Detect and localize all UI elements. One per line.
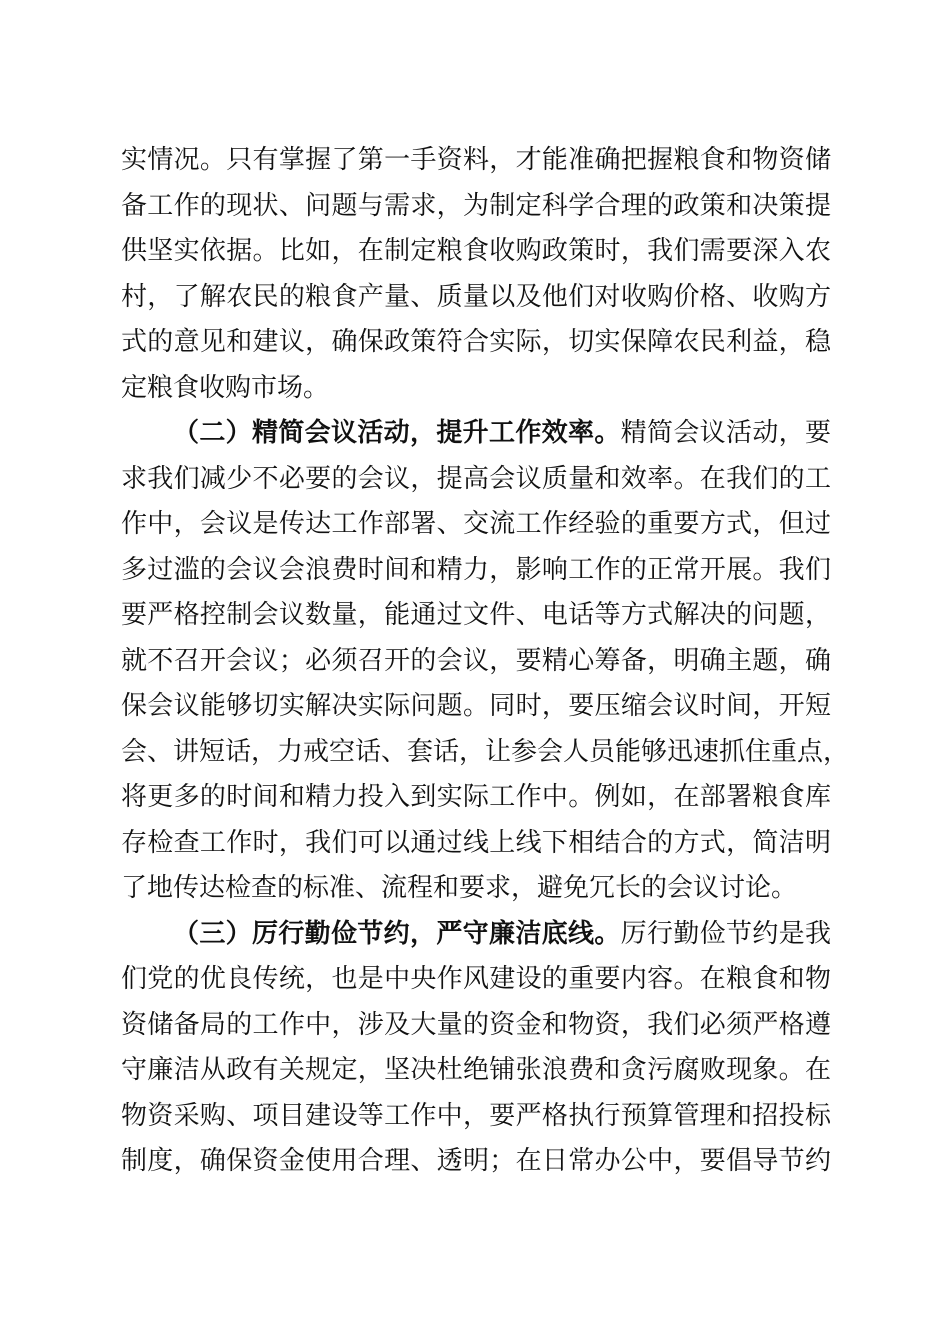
text-line: 资储备局的工作中，涉及大量的资金和物资，我们必须严格遵 — [121, 1009, 831, 1040]
text-line: 了地传达检查的标准、流程和要求，避免冗长的会议讨论。 — [121, 873, 798, 903]
section-heading: （二）精简会议活动，提升工作效率。 — [173, 418, 621, 448]
text-line: 实情况。只有掌握了第一手资料，才能准确把握粮食和物资储 — [121, 145, 831, 175]
text-line: 作中，会议是传达工作部署、交流工作经验的重要方式，但过 — [121, 509, 831, 539]
paragraph-1 — [121, 138, 831, 411]
text-line: 制度，确保资金使用合理、透明；在日常办公中，要倡导节约 — [121, 1146, 831, 1176]
text-line: 定粮食收购市场。 — [121, 372, 330, 403]
text-line: 将更多的时间和精力投入到实际工作中。例如，在部署粮食库 — [121, 782, 831, 812]
text-span: 厉行勤俭节约是我 — [620, 918, 831, 949]
text-line: 会、讲短话，力戒空话、套话，让参会人员能够迅速抓住重点， — [121, 736, 850, 767]
text-line: 们党的优良传统，也是中央作风建设的重要内容。在粮食和物 — [121, 964, 831, 994]
text-line: 村，了解农民的粮食产量、质量以及他们对收购价格、收购方 — [121, 281, 831, 312]
text-span: 精简会议活动，要 — [620, 418, 831, 448]
text-line: 存检查工作时，我们可以通过线上线下相结合的方式，简洁明 — [121, 827, 831, 858]
document-body — [121, 138, 850, 1185]
paragraph-3 — [121, 912, 831, 1185]
text-line — [121, 411, 831, 457]
text-line: 保会议能够切实解决实际问题。同时，要压缩会议时间，开短 — [121, 691, 831, 721]
text-line: 求我们减少不必要的会议，提高会议质量和效率。在我们的工 — [121, 463, 831, 494]
text-line: 供坚实依据。比如，在制定粮食收购政策时，我们需要深入农 — [121, 236, 831, 266]
text-line: 物资采购、项目建设等工作中，要严格执行预算管理和招投标 — [121, 1100, 831, 1131]
text-line: 式的意见和建议，确保政策符合实际，切实保障农民利益，稳 — [121, 327, 831, 357]
text-line: 守廉洁从政有关规定，坚决杜绝铺张浪费和贪污腐败现象。在 — [121, 1055, 831, 1085]
paragraph-2 — [121, 411, 850, 912]
text-line: 备工作的现状、问题与需求，为制定科学合理的政策和决策提 — [121, 190, 831, 221]
section-heading: （三）厉行勤俭节约，严守廉洁底线。 — [173, 918, 621, 949]
text-line — [121, 912, 831, 958]
text-line: 就不召开会议；必须召开的会议，要精心筹备，明确主题，确 — [121, 645, 831, 676]
text-line: 多过滥的会议会浪费时间和精力，影响工作的正常开展。我们 — [121, 554, 831, 585]
text-line: 要严格控制会议数量，能通过文件、电话等方式解决的问题， — [121, 600, 831, 630]
